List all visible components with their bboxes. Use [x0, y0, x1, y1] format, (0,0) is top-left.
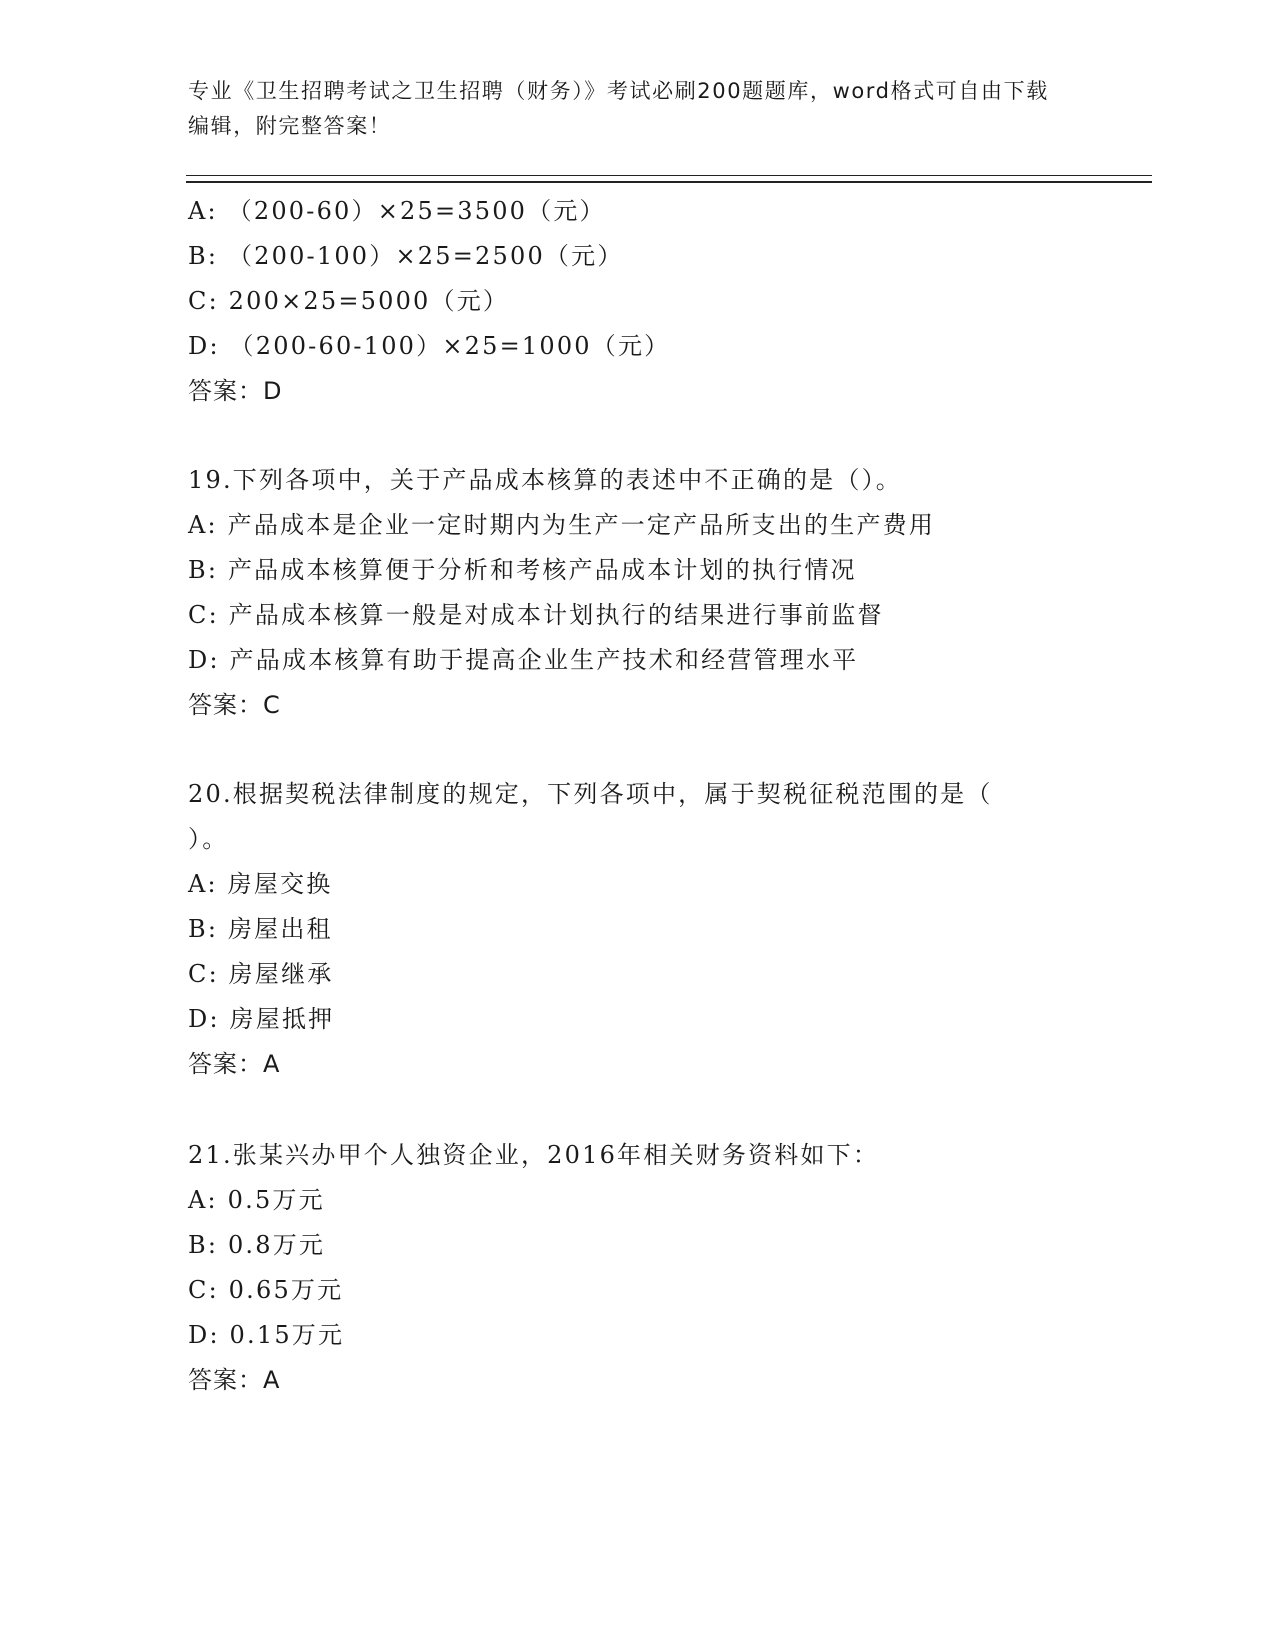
q20-option-a: A: 房屋交换: [188, 870, 333, 898]
q20-option-c: C: 房屋继承: [188, 960, 334, 988]
q18-option-d: D: （200-60-100）×25=1000（元）: [188, 332, 671, 360]
q19-option-a: A: 产品成本是企业一定时期内为生产一定产品所支出的生产费用: [188, 511, 936, 539]
q19-option-c: C: 产品成本核算一般是对成本计划执行的结果进行事前监督: [188, 601, 884, 629]
q21-option-b: B: 0.8万元: [188, 1231, 326, 1259]
q20-answer: 答案：A: [188, 1050, 281, 1078]
header-rule-thin: [186, 175, 1152, 176]
header-rule-thick: [186, 181, 1152, 183]
q20-question-line2: ）。: [188, 825, 229, 853]
q18-option-a: A: （200-60）×25=3500（元）: [188, 197, 606, 225]
q19-option-d: D: 产品成本核算有助于提高企业生产技术和经营管理水平: [188, 646, 859, 674]
q20-option-d: D: 房屋抵押: [188, 1005, 335, 1033]
q18-option-c: C: 200×25=5000（元）: [188, 287, 510, 315]
q19-answer: 答案：C: [188, 691, 281, 719]
document-header: 专业《卫生招聘考试之卫生招聘（财务）》考试必刷200题题库，word格式可自由下载编辑，附完整答案！: [188, 79, 1049, 138]
q19-option-b: B: 产品成本核算便于分析和考核产品成本计划的执行情况: [188, 556, 857, 584]
q18-answer: 答案：D: [188, 377, 283, 405]
q21-answer: 答案：A: [188, 1366, 281, 1394]
q21-option-d: D: 0.15万元: [188, 1321, 345, 1349]
q19-question: 19.下列各项中，关于产品成本核算的表述中不正确的是（）。: [188, 466, 902, 494]
q18-option-b: B: （200-100）×25=2500（元）: [188, 242, 624, 270]
q20-question-line1: 20.根据契税法律制度的规定，下列各项中，属于契税征税范围的是（: [188, 780, 993, 808]
q21-option-c: C: 0.65万元: [188, 1276, 344, 1304]
q20-option-b: B: 房屋出租: [188, 915, 333, 943]
q21-option-a: A: 0.5万元: [188, 1186, 325, 1214]
q21-question: 21.张某兴办甲个人独资企业，2016年相关财务资料如下：: [188, 1141, 880, 1169]
